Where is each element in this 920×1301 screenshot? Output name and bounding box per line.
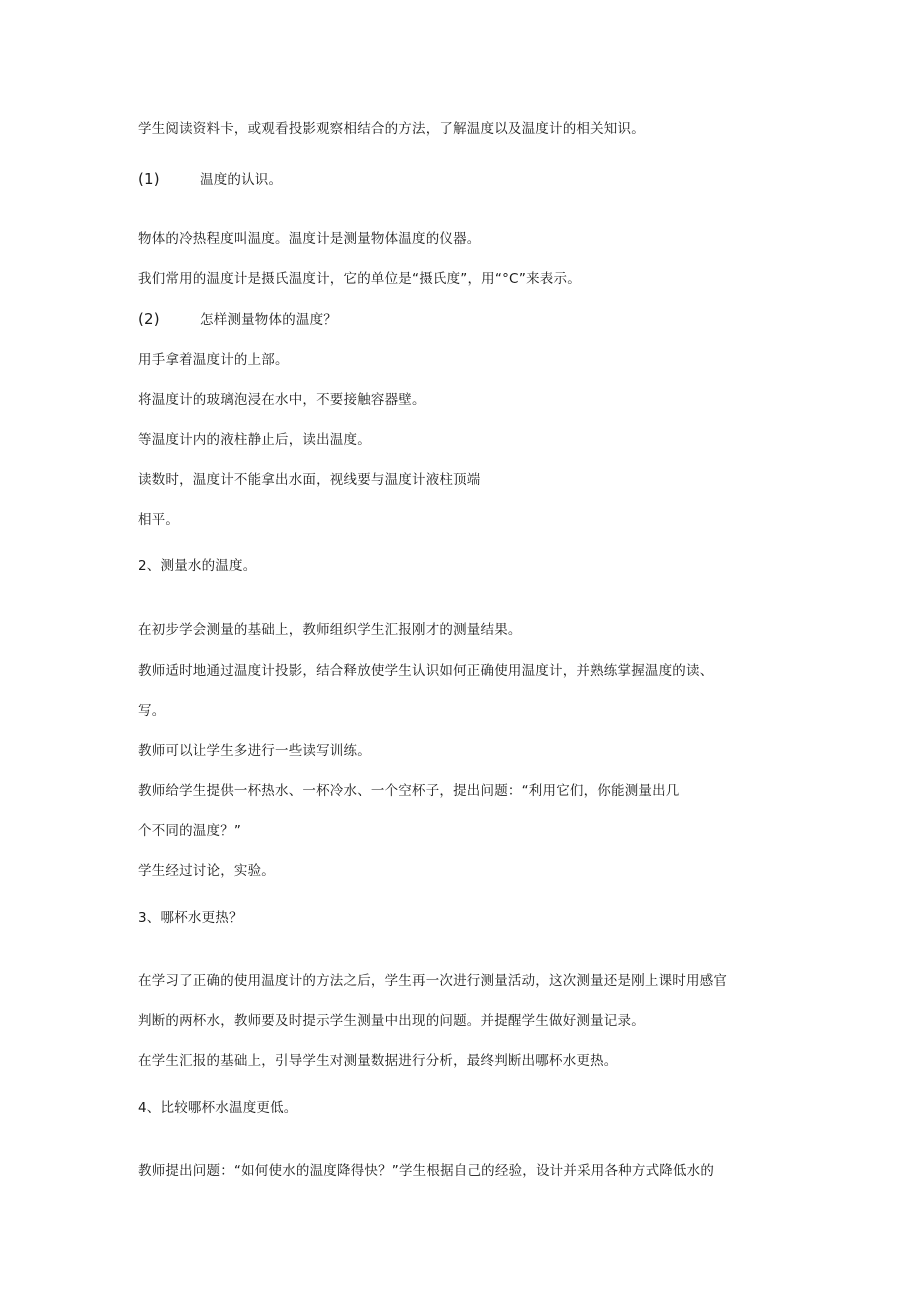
paragraph: 物体的冷热程度叫温度。温度计是测量物体温度的仪器。 bbox=[138, 231, 481, 247]
paragraph: 读数时，温度计不能拿出水面，视线要与温度计液柱顶端 bbox=[138, 472, 481, 488]
paragraph: 将温度计的玻璃泡浸在水中，不要接触容器壁。 bbox=[138, 392, 426, 408]
subsection-2-title: 怎样测量物体的温度？ bbox=[200, 312, 337, 328]
subsection-2-number: (2) bbox=[138, 310, 160, 328]
paragraph: 判断的两杯水，教师要及时提示学生测量中出现的问题。并提醒学生做好测量记录。 bbox=[138, 1013, 645, 1029]
paragraph: 用手拿着温度计的上部。 bbox=[138, 352, 289, 368]
paragraph: 我们常用的温度计是摄氏温度计，它的单位是“摄氏度”，用“°C”来表示。 bbox=[138, 271, 581, 287]
paragraph: 教师提出问题：“如何使水的温度降得快？”学生根据自己的经验，设计并采用各种方式降低水的 bbox=[138, 1163, 715, 1179]
paragraph: 等温度计内的液柱静止后，读出温度。 bbox=[138, 432, 371, 448]
paragraph: 教师给学生提供一杯热水、一杯冷水、一个空杯子，提出问题：“利用它们，你能测量出几 bbox=[138, 783, 680, 799]
subsection-1-number: (1) bbox=[138, 170, 160, 188]
subsection-1-title: 温度的认识。 bbox=[200, 172, 283, 188]
paragraph: 学生经过讨论，实验。 bbox=[138, 863, 275, 879]
paragraph: 在学习了正确的使用温度计的方法之后，学生再一次进行测量活动，这次测量还是刚上课时用感官 bbox=[138, 973, 728, 989]
section-4-title: 4、比较哪杯水温度更低。 bbox=[138, 1100, 298, 1116]
section-2-title: 2、测量水的温度。 bbox=[138, 558, 257, 574]
section-3-title: 3、哪杯水更热？ bbox=[138, 910, 243, 926]
paragraph: 在初步学会测量的基础上，教师组织学生汇报刚才的测量结果。 bbox=[138, 622, 522, 638]
paragraph: 在学生汇报的基础上，引导学生对测量数据进行分析，最终判断出哪杯水更热。 bbox=[138, 1053, 618, 1069]
intro-paragraph: 学生阅读资料卡，或观看投影观察相结合的方法，了解温度以及温度计的相关知识。 bbox=[138, 121, 645, 137]
subsection-2-heading bbox=[138, 310, 337, 329]
paragraph: 写。 bbox=[138, 703, 166, 719]
paragraph: 相平。 bbox=[138, 512, 180, 528]
subsection-1-heading bbox=[138, 170, 282, 189]
paragraph: 教师可以让学生多进行一些读写训练。 bbox=[138, 743, 371, 759]
paragraph: 个不同的温度？” bbox=[138, 823, 242, 839]
paragraph: 教师适时地通过温度计投影，结合释放使学生认识如何正确使用温度计，并熟练掌握温度的读、 bbox=[138, 663, 714, 679]
